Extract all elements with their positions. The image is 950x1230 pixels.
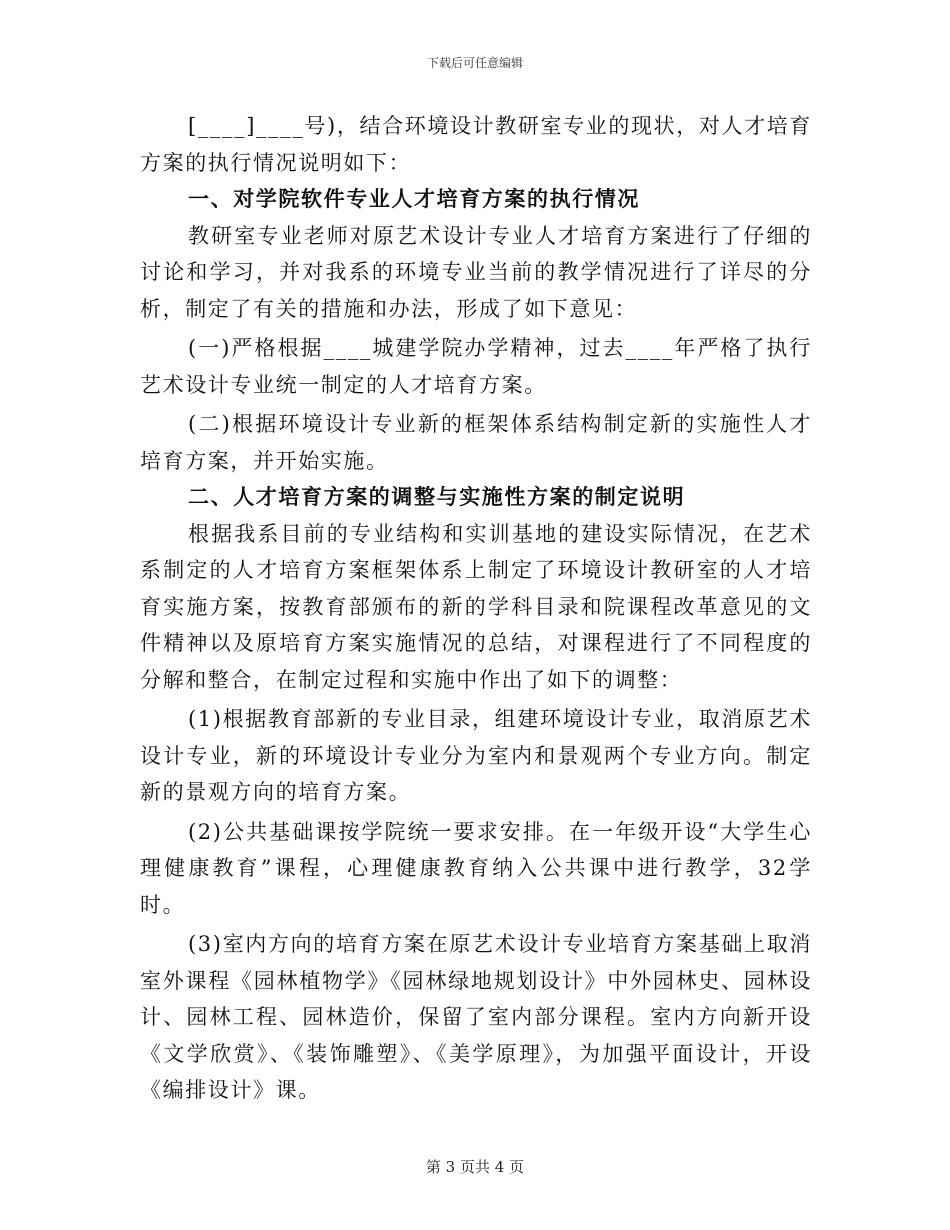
page-header: 下载后可任意编辑 <box>426 56 523 70</box>
document-body <box>140 108 812 1109</box>
paragraph-intro: [____]____号)，结合环境设计教研室专业的现状，对人才培育方案的执行情况说明如下： <box>140 114 812 175</box>
paragraph-adjustment-1: (1)根据教育部新的专业目录，组建环境设计专业，取消原艺术设计专业，新的环境设计专业分为室内和景观两个专业方向。制定新的景观方向的培育方案。 <box>140 707 812 804</box>
paragraph-section2-body: 根据我系目前的专业结构和实训基地的建设实际情况，在艺术系制定的人才培育方案框架体系上制定了环境设计教研室的人才培育实施方案，按教育部颁布的新的学科目录和院课程改革意见的文件精神以及原培育方案实施情况的总结，对课程进行了不同程度的分解和整合，在制定过程和实施中作出了如下的调整： <box>140 521 812 692</box>
paragraph-adjustment-2: (2)公共基础课按学院统一要求安排。在一年级开设“大学生心理健康教育”课程，心理健康教育纳入公共课中进行教学，32学时。 <box>140 819 812 917</box>
paragraph-item-2: (二)根据环境设计专业新的框架体系结构制定新的实施性人才培育方案，并开始实施。 <box>140 412 812 473</box>
paragraph-section1-body: 教研室专业老师对原艺术设计专业人才培育方案进行了仔细的讨论和学习，并对我系的环境专业当前的教学情况进行了详尽的分析，制定了有关的措施和办法，形成了如下意见： <box>140 223 812 321</box>
section-heading-1: 一、对学院软件专业人才培育方案的执行情况 <box>188 187 640 211</box>
paragraph-item-1: (一)严格根据____城建学院办学精神，过去____年严格了执行艺术设计专业统一制定的人才培育方案。 <box>140 336 812 397</box>
paragraph-adjustment-3: (3)室内方向的培育方案在原艺术设计专业培育方案基础上取消室外课程《园林植物学》《园林绿地规划设计》中外园林史、园林设计、园林工程、园林造价，保留了室内部分课程。室内方向新开设《文学欣赏》、《装饰雕塑》、《美学原理》，为加强平面设计，开设《编排设计》课。 <box>140 932 812 1102</box>
section-heading-2: 二、人才培育方案的调整与实施性方案的制定说明 <box>188 485 686 509</box>
page-footer: 第 3 页共 4 页 <box>425 1158 525 1176</box>
